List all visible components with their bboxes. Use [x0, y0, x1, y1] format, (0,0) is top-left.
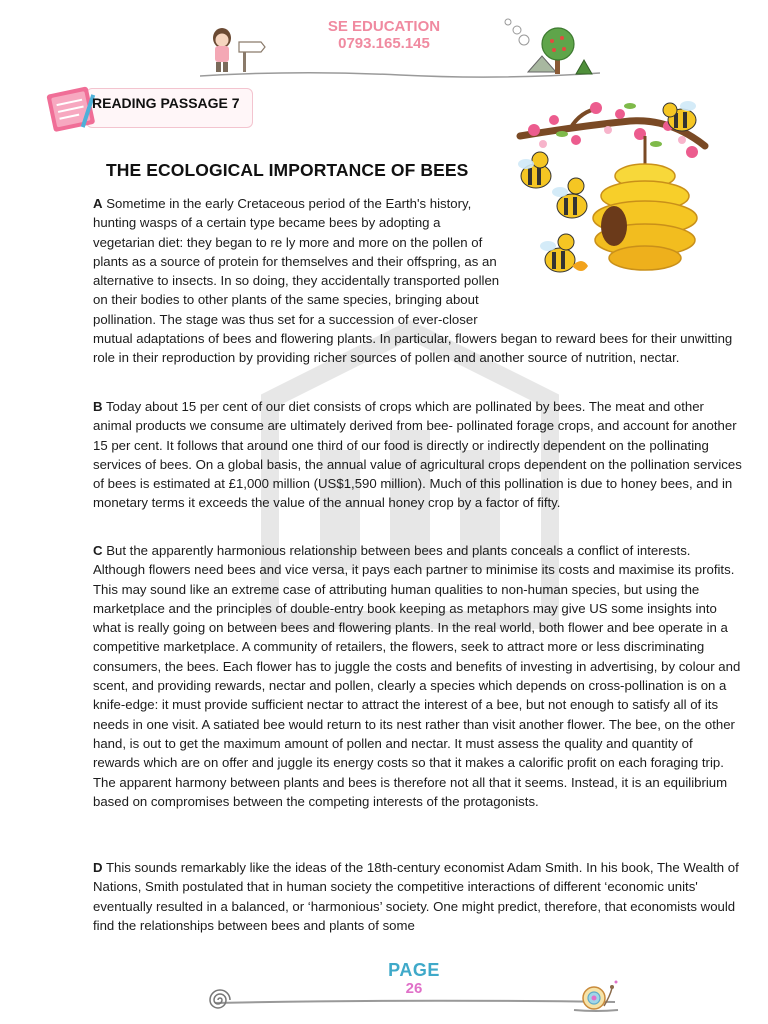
tree-icon [500, 16, 600, 78]
paragraph-text: This sounds remarkably like the ideas of the 18th-century economist Adam Smith. In his book, The Wealth of Nations, Smith postulated that in human society the competitive interactions of different ‘economic units' eventually resulted in a balanced, or ‘harmonious’ society. One might predict, therefore, that economists would find the relationships between bees and plants of some [93, 860, 739, 933]
spiral-icon [205, 986, 235, 1014]
paragraph-letter: B [93, 399, 103, 414]
paragraph-d [93, 858, 743, 935]
snail-icon [570, 974, 622, 1016]
paragraph-text: But the apparently harmonious relationship between bees and plants conceals a conflict of interests. Although flowers need bees and vice versa, it pays each partner to minimise its costs and maximise its profits. This may sound like an extreme case of attributing human qualities to non-human species, but using the marketplace and the principles of double-entry book keeping as metaphors may give US some insights into what is really going on between bees and flowering plants. In the real world, both flower and bee operate in a competitive marketplace. A community of retailers, the flowers, seek to attract more or less discriminating consumers, the bees. Each flower has to juggle the costs and benefits of investing in advertising, by colour and scent, and providing rewards, nectar and pollen, clearly a species which depends on cross-pollination is on a knife-edge: it must provide sufficient nectar to attract the interest of a bee, but not enough to satisfy all of its needs in one visit. A satiated bee would return to its nest rather than visit another flower. The bee, on the other hand, is out to get the maximum amount of pollen and nectar. It must assess the quality and quantity of rewards which are on offer and juggle its energy costs so that it makes a calorific profit on each foraging trip. The apparent harmony between plants and bees is therefore not all that it seems. Instead, it is an equilibrium based on compromises between the competing interests of the protagonists. [93, 543, 741, 809]
page-number: 26 [405, 980, 423, 997]
page-label: PAGE [388, 960, 440, 980]
brand-phone: 0793.165.145 [338, 35, 430, 52]
paragraph-letter: D [93, 860, 103, 875]
brand-name: SE EDUCATION [327, 18, 441, 35]
brand-header [300, 18, 468, 52]
paragraph-b [93, 397, 743, 513]
paragraph-a [93, 194, 743, 368]
paragraph-letter: A [93, 196, 103, 211]
paragraph-c [93, 541, 743, 811]
paragraph-letter: C [93, 543, 103, 558]
girl-reading-icon [205, 24, 270, 76]
paragraph-text: Today about 15 per cent of our diet consists of crops which are pollinated by bees. The meat and other animal products we consume are ultimately derived from bee- pollinated forage crops, and account for another 15 per cent. It follows that around one third of our food is directly or indirectly dependent on the pollinating services of bees. On a global basis, the annual value of agricultural crops dependent on the pollination services of bees is estimated at £1,000 million (US$1,590 million). Much of this pollination is due to honey bees, and in monetary terms it exceeds the value of the annual honey crop by a factor of fifty. [93, 399, 742, 511]
paragraph-text: Sometime in the early Cretaceous period of the Earth's history, hunting wasps of a certain type became bees by adopting a vegetarian diet: they began to re ly more and more on the pollen of plants as a source of protein for themselves and their offspring, as an alternative to insects. In so doing, they accidentally transported pollen on their bodies to other plants of the same species, bringing about pollination. The stage was thus set for a succession of ever-closer mutual adaptations of bees and flowering plants. In particular, flowers began to reward bees for their unwitting role in their reproduction by providing richer sources of pollen and another source of nutrition, nectar. [93, 196, 733, 366]
section-label: READING PASSAGE 7 [92, 95, 240, 111]
passage-title: THE ECOLOGICAL IMPORTANCE OF BEES [106, 160, 469, 180]
illustration-text-wrap [501, 194, 743, 310]
